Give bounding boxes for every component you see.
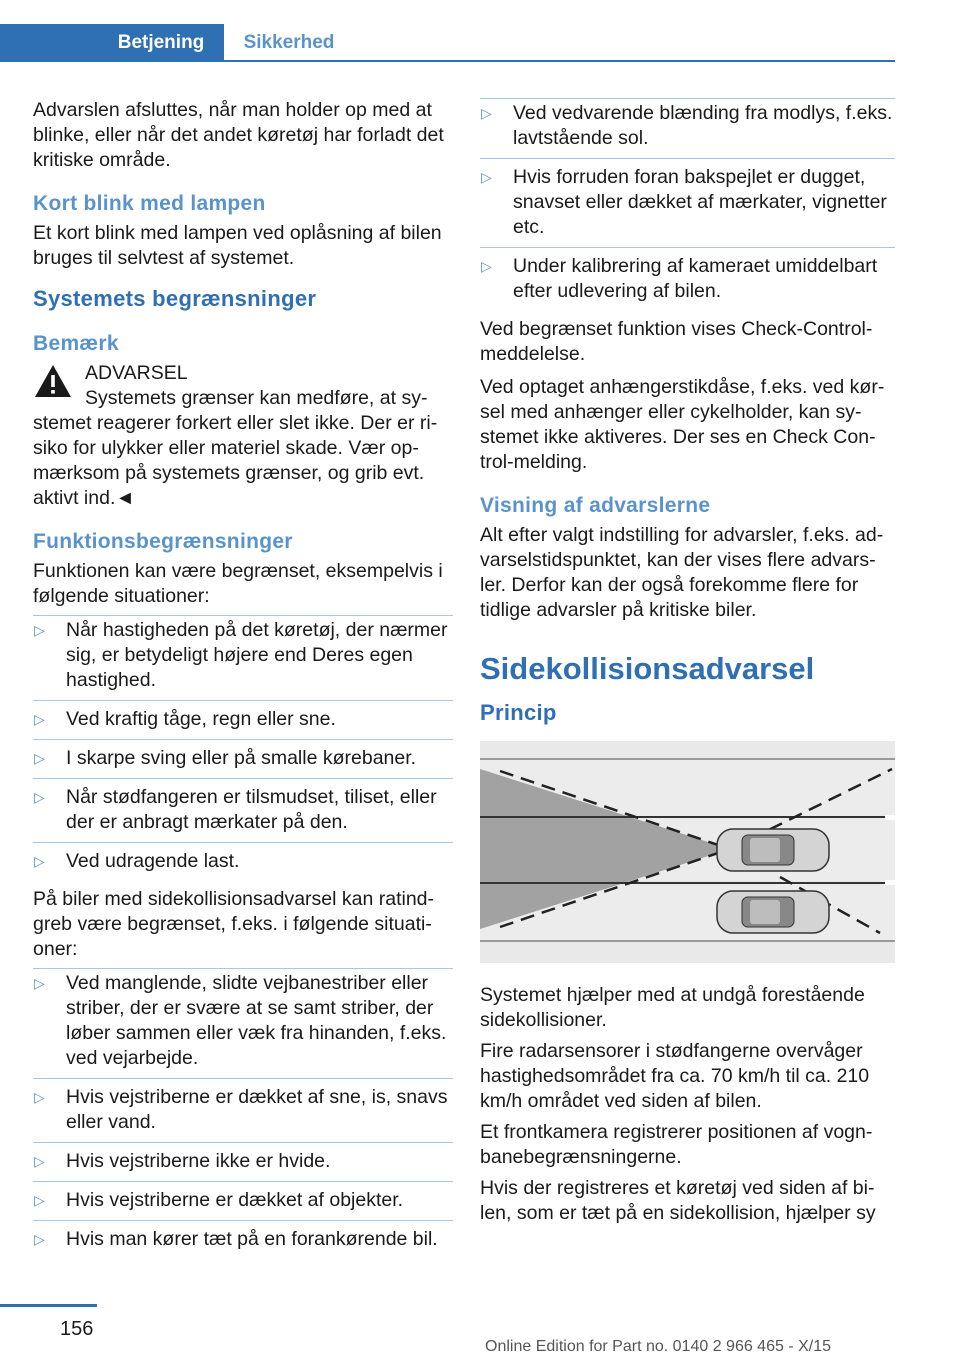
list-item: ▷ Ved vedvarende blænding fra modlys, f.eks. lavtstående sol. xyxy=(480,98,895,158)
bullet-triangle-icon: ▷ xyxy=(481,169,492,185)
heading-kort-blink: Kort blink med lampen xyxy=(33,192,266,215)
bullet-triangle-icon: ▷ xyxy=(34,1192,45,1208)
bullet-triangle-icon: ▷ xyxy=(34,622,45,638)
limitations-list-3 xyxy=(480,98,895,311)
bullet-triangle-icon: ▷ xyxy=(34,789,45,805)
princip-paragraph-3: Et frontkamera registrerer positionen af vognbanebegrænsningerne. xyxy=(480,1121,873,1168)
warning-triangle-icon xyxy=(33,363,73,399)
list-item: ▷ Ved manglende, slidte vejbanestriber eller striber, der er svære at se samt striber, der løber sammen eller væk fra hinanden, f.eks. ved vejarbejde. xyxy=(33,968,453,1078)
heading-bemaerk: Bemærk xyxy=(33,332,119,355)
car-bottom-icon xyxy=(717,891,829,933)
list-item: ▷ Ved udragende last. xyxy=(33,842,453,881)
kort-blink-paragraph: Et kort blink med lampen ved oplåsning af bilen bruges til selvtest af systemet. xyxy=(33,222,442,269)
bullet-triangle-icon: ▷ xyxy=(481,258,492,274)
princip-paragraph-1: Systemet hjælper med at undgå forestående sidekollisioner. xyxy=(480,984,865,1031)
list-item: ▷ I skarpe sving eller på smalle kørebaner. xyxy=(33,739,453,778)
warning-title: ADVARSEL xyxy=(85,362,188,384)
bullet-triangle-icon: ▷ xyxy=(34,1153,45,1169)
heading-systemets-begraensninger: Systemets begrænsninger xyxy=(33,286,317,311)
optaget-paragraph: Ved optaget anhængerstikdåse, f.eks. ved kørsel med anhænger eller cykelholder, kan systemet ikke aktiveres. Der ses en Check Control-melding. xyxy=(480,376,885,473)
bullet-triangle-icon: ▷ xyxy=(34,750,45,766)
bullet-triangle-icon: ▷ xyxy=(34,1089,45,1105)
begraenset-paragraph: Ved begrænset funktion vises Check-Control-meddelelse. xyxy=(480,318,873,365)
princip-paragraph-2: Fire radarsensorer i stødfangerne overvåger hastighedsområdet fra ca. 70 km/h til ca. 210 km/h området ved siden af bilen. xyxy=(480,1040,870,1112)
funktion-paragraph: Funktionen kan være begrænset, eksempelvis i følgende situationer: xyxy=(33,560,443,607)
footer-rule xyxy=(0,1304,97,1307)
heading-funktionsbegraensninger: Funktionsbegrænsninger xyxy=(33,530,293,553)
road-diagram-image xyxy=(480,741,895,963)
intro-paragraph: Advarslen afsluttes, når man holder op med at blinke, eller når det andet køretøj har forladt det kritiske område. xyxy=(33,99,444,171)
side-collision-illustration xyxy=(480,741,895,963)
list-item: ▷ Når hastigheden på det køretøj, der nærmer sig, er betydeligt højere end Deres egen hastighed. xyxy=(33,615,453,700)
list-item: ▷ Hvis vejstriberne er dækket af objekter. xyxy=(33,1181,453,1220)
list-item: ▷ Hvis man kører tæt på en forankørende bil. xyxy=(33,1220,453,1259)
sidekollision-limit-paragraph: På biler med sidekollisionsadvarsel kan ratindgreb være begrænset, f.eks. i følgende situationer: xyxy=(33,888,435,960)
right-column xyxy=(480,98,895,1238)
heading-visning: Visning af advarslerne xyxy=(480,494,711,517)
bullet-triangle-icon: ▷ xyxy=(481,105,492,121)
limitations-list-2 xyxy=(33,968,453,1259)
list-item: ▷ Hvis forruden foran bakspejlet er dugget, snavset eller dækket af mærkater, vignetter etc. xyxy=(480,158,895,247)
list-item: ▷ Når stødfangeren er tilsmudset, tiliset, eller der er anbragt mærkater på den. xyxy=(33,778,453,842)
edition-footer: Online Edition for Part no. 0140 2 966 465 - X/15 xyxy=(485,1338,832,1355)
car-top-icon xyxy=(717,829,829,871)
page-number: 156 xyxy=(60,1318,94,1340)
heading-princip: Princip xyxy=(480,700,557,725)
warning-box xyxy=(33,361,453,511)
visning-paragraph: Alt efter valgt indstilling for advarsler, f.eks. advarselstidspunktet, kan der vises flere advarsler. Derfor kan der også forekomme flere for tidlige advarsler på kritiske biler. xyxy=(480,524,884,621)
header-tabs xyxy=(0,24,895,62)
warning-text: Systemets grænser kan medføre, at systemet reagerer forkert eller slet ikke. Der er risiko for ulykker eller materiel skade. Vær opmærksom på systemets grænser, og grib evt. aktivt ind.◄ xyxy=(33,387,438,509)
limitations-list-1 xyxy=(33,615,453,881)
bullet-triangle-icon: ▷ xyxy=(34,711,45,727)
list-item: ▷ Hvis vejstriberne ikke er hvide. xyxy=(33,1142,453,1181)
bullet-triangle-icon: ▷ xyxy=(34,853,45,869)
princip-paragraph-4: Hvis der registreres et køretøj ved siden af bilen, som er tæt på en sidekollision, hjælper sy xyxy=(480,1177,876,1224)
bullet-triangle-icon: ▷ xyxy=(34,1231,45,1247)
list-item: ▷ Under kalibrering af kameraet umiddelbart efter udlevering af bilen. xyxy=(480,247,895,311)
tab-accent-bar xyxy=(0,24,98,62)
tab-sikkerhed[interactable]: Sikkerhed xyxy=(243,32,335,53)
list-item: ▷ Hvis vejstriberne er dækket af sne, is, snavs eller vand. xyxy=(33,1078,453,1142)
bullet-triangle-icon: ▷ xyxy=(34,975,45,991)
tab-betjening[interactable]: Betjening xyxy=(98,24,224,62)
list-item: ▷ Ved kraftig tåge, regn eller sne. xyxy=(33,700,453,739)
heading-sidekollisionsadvarsel: Sidekollisionsadvarsel xyxy=(480,651,815,686)
left-column xyxy=(33,98,453,1265)
